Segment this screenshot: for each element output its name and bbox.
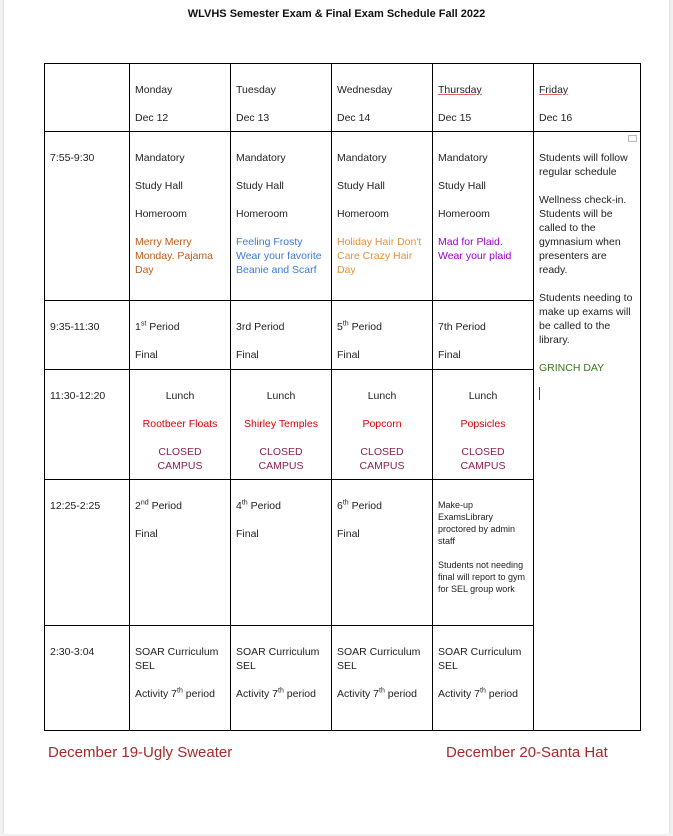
day-header-tuesday: Tuesday Dec 13 xyxy=(231,64,332,132)
footer-note-left: December 19-Ugly Sweater xyxy=(48,744,233,761)
row1-wednesday: Mandatory Study Hall Homeroom Holiday Hair Don't Care Crazy Hair Day xyxy=(332,132,433,301)
row1-thursday: Mandatory Study Hall Homeroom Mad for Plaid. Wear your plaid xyxy=(433,132,534,301)
time-cell: 2:30-3:04 xyxy=(45,626,130,731)
row5-wednesday: SOAR Curriculum SEL Activity 7th period xyxy=(332,626,433,731)
row5-tuesday: SOAR Curriculum SEL Activity 7th period xyxy=(231,626,332,731)
row5-monday: SOAR Curriculum SEL Activity 7th period xyxy=(130,626,231,731)
row3-monday: Lunch Rootbeer Floats CLOSED CAMPUS xyxy=(130,370,231,480)
friday-notes-cell: Students will follow regular schedule Wellness check-in. Students will be called to the gymnasium when presenters are ready. Students needing to make up exams will be called to the library. GRINCH DAY xyxy=(534,132,641,731)
corner-cell xyxy=(45,64,130,132)
row4-wednesday: 6th Period Final xyxy=(332,480,433,626)
row2-monday: 1st Period Final xyxy=(130,301,231,370)
day-header-friday: Friday Dec 16 xyxy=(534,64,641,132)
row4-tuesday: 4th Period Final xyxy=(231,480,332,626)
footer-note-right: December 20-Santa Hat xyxy=(446,744,608,761)
day-header-monday: Monday Dec 12 xyxy=(130,64,231,132)
schedule-table xyxy=(44,63,641,731)
time-cell: 7:55-9:30 xyxy=(45,132,130,301)
row4-monday: 2nd Period Final xyxy=(130,480,231,626)
document-page xyxy=(3,0,670,834)
row1-monday: Mandatory Study Hall Homeroom Merry Merry Monday. Pajama Day xyxy=(130,132,231,301)
row3-tuesday: Lunch Shirley Temples CLOSED CAMPUS xyxy=(231,370,332,480)
row3-thursday: Lunch Popsicles CLOSED CAMPUS xyxy=(433,370,534,480)
row1-tuesday: Mandatory Study Hall Homeroom Feeling Frosty Wear your favorite Beanie and Scarf xyxy=(231,132,332,301)
row4-thursday: Make-up ExamsLibrary proctored by admin staff Students not needing final will report to gym for SEL group work xyxy=(433,480,534,626)
day-header-wednesday: Wednesday Dec 14 xyxy=(332,64,433,132)
row2-tuesday: 3rd Period Final xyxy=(231,301,332,370)
time-cell: 9:35-11:30 xyxy=(45,301,130,370)
page-title: WLVHS Semester Exam & Final Exam Schedule Fall 2022 xyxy=(187,8,486,20)
time-cell: 11:30-12:20 xyxy=(45,370,130,480)
row5-thursday: SOAR Curriculum SEL Activity 7th period xyxy=(433,626,534,731)
time-cell: 12:25-2:25 xyxy=(45,480,130,626)
schedule-row-1 xyxy=(45,132,641,301)
header-row xyxy=(45,64,641,132)
row2-thursday: 7th Period Final xyxy=(433,301,534,370)
day-header-thursday: Thursday Dec 15 xyxy=(433,64,534,132)
comment-icon[interactable] xyxy=(628,135,637,142)
text-cursor xyxy=(539,387,540,400)
row2-wednesday: 5th Period Final xyxy=(332,301,433,370)
row3-wednesday: Lunch Popcorn CLOSED CAMPUS xyxy=(332,370,433,480)
